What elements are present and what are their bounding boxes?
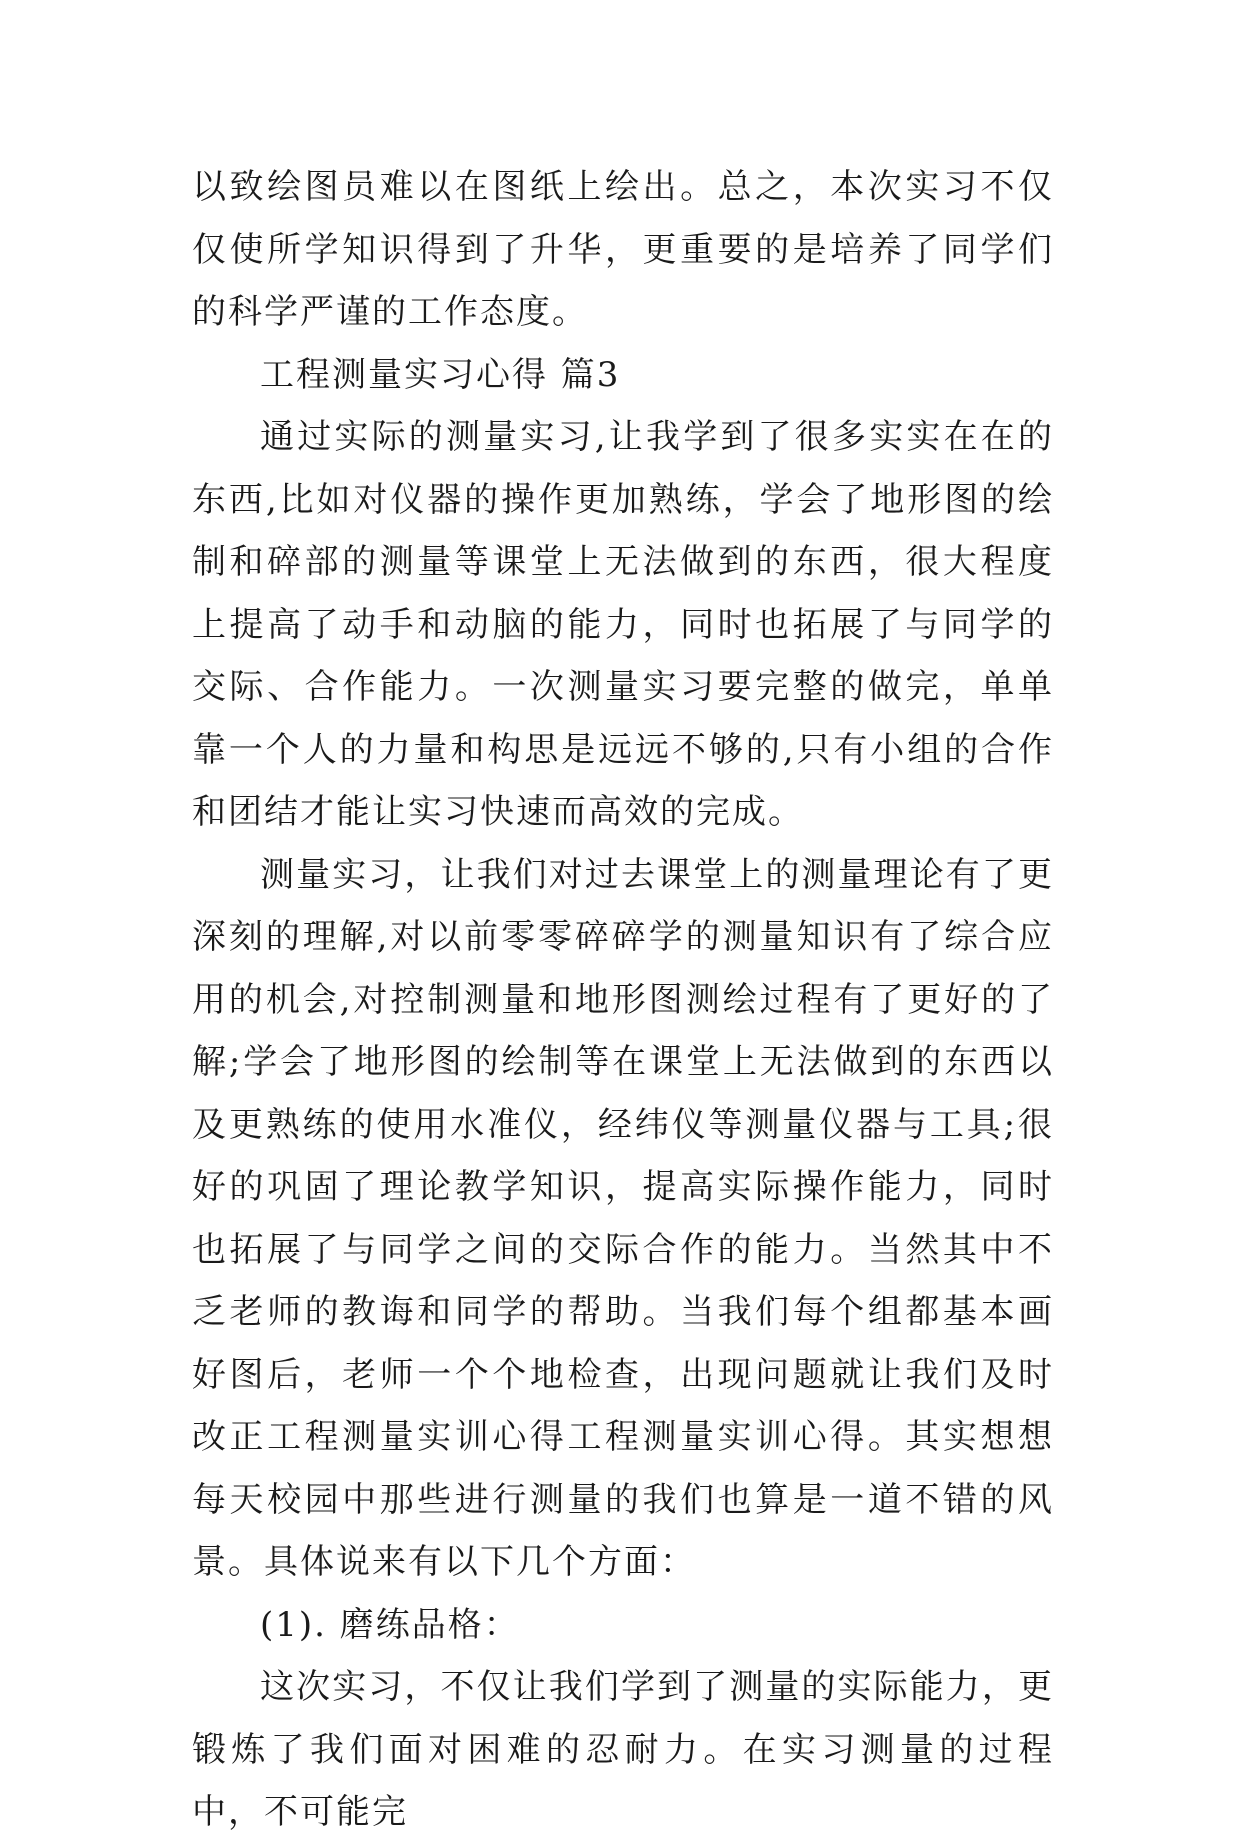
paragraph: 测量实习，让我们对过去课堂上的测量理论有了更深刻的理解,对以前零零碎碎学的测量知识有了综合应用的机会,对控制测量和地形图测绘过程有了更好的了解;学会了地形图的绘制等在课堂上无法做到的东西以及更熟练的使用水准仪，经纬仪等测量仪器与工具;很好的巩固了理论教学知识，提高实际操作能力，同时也拓展了与同学之间的交际合作的能力。当然其中不乏老师的教诲和同学的帮助。当我们每个组都基本画好图后，老师一个个地检查，出现问题就让我们及时改正工程测量实训心得工程测量实训心得。其实想想每天校园中那些进行测量的我们也算是一道不错的风景。具体说来有以下几个方面： [192,854,1054,1582]
paragraph: 这次实习，不仅让我们学到了测量的实际能力，更锻炼了我们面对困难的忍耐力。在实习测量的过程中，不可能完 [192,1667,1054,1832]
section-heading: 工程测量实习心得 篇3 [260,354,621,395]
list-item-heading: (1). 磨练品格： [260,1604,520,1645]
paragraph-continuation: 以致绘图员难以在图纸上绘出。总之，本次实习不仅仅使所学知识得到了升华，更重要的是培养了同学们的科学严谨的工作态度。 [192,167,1054,332]
document-body [192,156,1054,1844]
paragraph: 通过实际的测量实习,让我学到了很多实实在在的东西,比如对仪器的操作更加熟练，学会了地形图的绘制和碎部的测量等课堂上无法做到的东西，很大程度上提高了动手和动脑的能力，同时也拓展了与同学的交际、合作能力。一次测量实习要完整的做完，单单靠一个人的力量和构思是远远不够的,只有小组的合作和团结才能让实习快速而高效的完成。 [192,417,1054,832]
